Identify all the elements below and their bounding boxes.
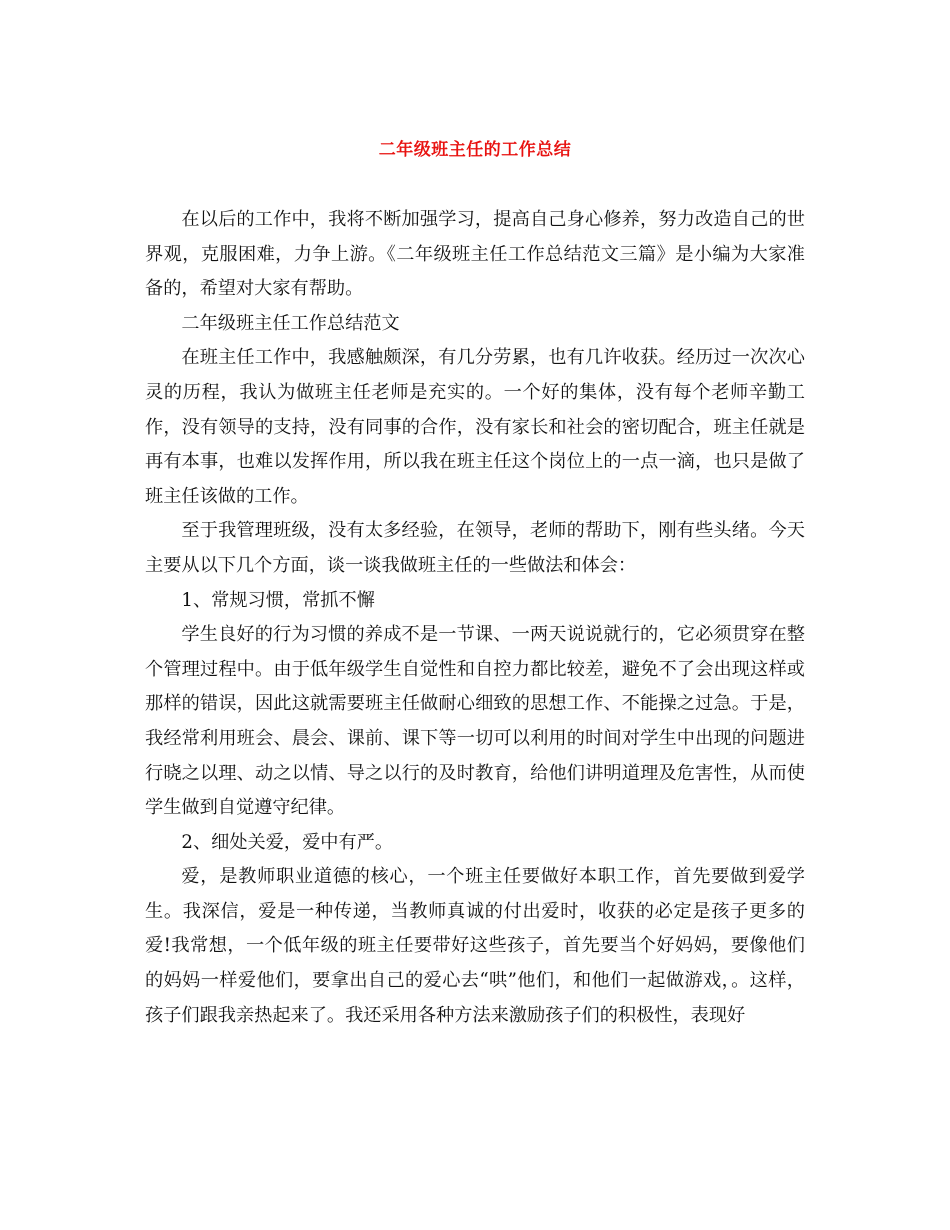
paragraph-overview: 至于我管理班级，没有太多经验，在领导，老师的帮助下，刚有些头绪。今天主要从以下几个方面，谈一谈我做班主任的一些做法和体会： [145,520,805,576]
section-heading-2: 2、细处关爱，爱中有严。 [181,831,394,853]
document-title: 二年级班主任的工作总结 [378,140,572,160]
paragraph-reflection: 在班主任工作中，我感触颇深，有几分劳累，也有几许收获。经历过一次次心灵的历程，我认为做班主任老师是充实的。一个好的集体，没有每个老师辛勤工作，没有领导的支持，没有同事的合作，没有家长和社会的密切配合，班主任就是再有本事，也难以发挥作用，所以我在班主任这个岗位上的一点一滴，也只是做了班主任该做的工作。 [145,347,805,507]
paragraph-intro: 在以后的工作中，我将不断加强学习，提高自己身心修养，努力改造自己的世界观，克服困难，力争上游。《二年级班主任工作总结范文三篇》是小编为大家准备的，希望对大家有帮助。 [145,209,805,300]
paragraph-care: 爱，是教师职业道德的核心，一个班主任要做好本职工作，首先要做到爱学生。我深信，爱是一种传递，当教师真诚的付出爱时，收获的必定是孩子更多的爱!我常想，一个低年级的班主任要带好这些孩子，首先要当个好妈妈，要像他们的妈妈一样爱他们，要拿出自己的爱心去“哄”他们，和他们一起做游戏，。这样，孩子们跟我亲热起来了。我还采用各种方法来激励孩子们的积极性，表现好 [145,866,805,1026]
document-body [145,203,805,1033]
paragraph-habits: 学生良好的行为习惯的养成不是一节课、一两天说说就行的，它必须贯穿在整个管理过程中。由于低年级学生自觉性和自控力都比较差，避免不了会出现这样或那样的错误，因此这就需要班主任做耐心细致的思想工作、不能操之过急。于是，我经常利用班会、晨会、课前、课下等一切可以利用的时间对学生中出现的问题进行晓之以理、动之以情、导之以行的及时教育，给他们讲明道理及危害性，从而使学生做到自觉遵守纪律。 [145,624,805,819]
paragraph-subtitle: 二年级班主任工作总结范文 [181,312,400,334]
section-heading-1: 1、常规习惯，常抓不懈 [181,589,375,611]
